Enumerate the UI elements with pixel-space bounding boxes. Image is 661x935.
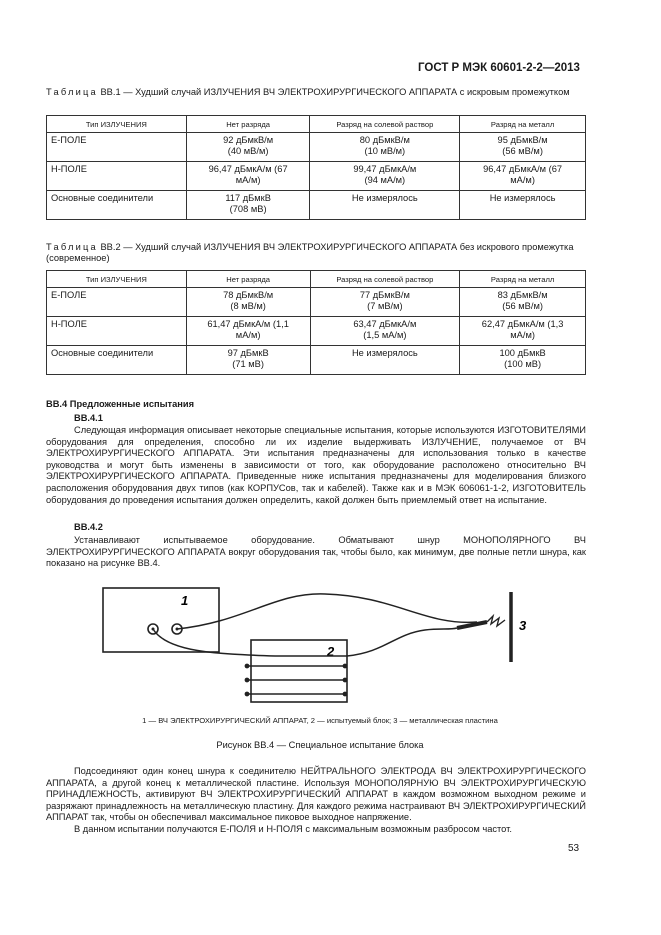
figure-legend: 1 — ВЧ ЭЛЕКТРОХИРУРГИЧЕСКИЙ АППАРАТ, 2 — испытуемый блок; 3 — металлическая пластина: [142, 716, 498, 725]
table2-header-cell: Разряд на металл: [460, 271, 586, 288]
table-row: [47, 162, 586, 191]
page-number: 53: [568, 843, 580, 854]
table-cell: 100 дБмкВ (100 мВ): [460, 346, 586, 375]
paragraph-4-2: Устанавливают испытываемое оборудование. Обматывают шнур МОНОПОЛЯРНОГО ВЧ ЭЛЕКТРОХИРУРГИЧЕСКОГО АППАРАТА вокруг оборудования так, чтобы было, как минимум, две полные петли шнура, как показано на рисунке ВВ.4.: [46, 535, 586, 569]
document-header: ГОСТ Р МЭК 60601-2-2—2013: [418, 62, 580, 74]
electrosurgical-unit-box: [103, 588, 219, 652]
table-cell: 117 дБмкВ (708 мВ): [186, 191, 310, 220]
cord-to-accessory: [347, 628, 457, 656]
table-cell: Н-ПОЛЕ: [47, 317, 187, 346]
section-title: ВВ.4 Предложенные испытания: [46, 399, 195, 409]
table2-caption: [46, 242, 586, 264]
table2-body: [47, 288, 586, 375]
table-cell: 99,47 дБмкА/м (94 мА/м): [310, 162, 460, 191]
figure-label-2: 2: [327, 644, 335, 659]
cord-clip-icon: [343, 664, 348, 669]
table-cell: 96,47 дБмкА/м (67 мА/м): [186, 162, 310, 191]
cord-to-plate: [177, 594, 477, 629]
subsection-4-1: ВВ.4.1: [74, 413, 103, 423]
table1-caption: [46, 87, 586, 98]
table2-label: Таблица: [46, 242, 98, 252]
table2: [46, 270, 586, 375]
table-cell: 80 дБмкВ/м (10 мВ/м): [310, 133, 460, 162]
table-cell: Н-ПОЛЕ: [47, 162, 187, 191]
spark-icon: [487, 616, 505, 626]
table1-header-cell: Тип ИЗЛУЧЕНИЯ: [47, 116, 187, 133]
table-row: [47, 317, 586, 346]
figure-label-1: 1: [181, 593, 189, 608]
subsection-4-2: ВВ.4.2: [74, 522, 103, 532]
table-cell: Е-ПОЛЕ: [47, 288, 187, 317]
table-cell: 96,47 дБмкА/м (67 мА/м): [460, 162, 586, 191]
table-cell: 63,47 дБмкА/м (1,5 мА/м): [310, 317, 460, 346]
table2-header-cell: Тип ИЗЛУЧЕНИЯ: [47, 271, 187, 288]
table-cell: 77 дБмкВ/м (7 мВ/м): [310, 288, 460, 317]
paragraph-result: В данном испытании получаются Е-ПОЛЯ и Н-ПОЛЯ с максимальным возможным разбросом частот.: [74, 824, 512, 834]
figure-title: Рисунок ВВ.4 — Специальное испытание блока: [216, 740, 424, 750]
table1-body: [47, 133, 586, 220]
paragraph-connection: Подсоединяют один конец шнура к соединителю НЕЙТРАЛЬНОГО ЭЛЕКТРОДА ВЧ ЭЛЕКТРОХИРУРГИЧЕСКОГО АППАРАТА, а другой конец к металлической пластине. Используя МОНОПОЛЯРНУЮ ВЧ ЭЛЕКТРОХИРУРГИЧЕСКУЮ ПРИНАДЛЕЖНОСТЬ, активируют ВЧ ЭЛЕКТРОХИРУРГИЧЕСКИЙ АППАРАТ в каждом возможном выходном режиме и разряжают принадлежность на металлическую пластину. Для каждого режима настраивают ВЧ ЭЛЕКТРОХИРУРГИЧЕСКИЙ АППАРАТ так, чтобы он обеспечивал максимальное пиковое выходное напряжение.: [46, 766, 586, 823]
table-cell: 95 дБмкВ/м (56 мВ/м): [460, 133, 586, 162]
table1: [46, 115, 586, 220]
table2-header-cell: Нет разряда: [186, 271, 310, 288]
table1-header-cell: Разряд на солевой раствор: [310, 116, 460, 133]
table-cell: 83 дБмкВ/м (56 мВ/м): [460, 288, 586, 317]
table1-header-cell: Разряд на металл: [460, 116, 586, 133]
table1-header-cell: Нет разряда: [186, 116, 310, 133]
paragraph-4-1: Следующая информация описывает некоторые специальные испытания, которые используются ИЗГОТОВИТЕЛЯМИ оборудования для определения, способно ли их изделие выдерживать ИЗЛУЧЕНИЕ, получаемое от ВЧ ЭЛЕКТРОХИРУРГИЧЕСКОГО АППАРАТА. Эти испытания предназначены для использования только в качестве руководства и могут быть изменены в зависимости от того, как оборудование расположено относительно ВЧ ЭЛЕКТРОХИРУРГИЧЕСКОГО АППАРАТА. Приведенные ниже испытания предназначены для моделирования близкого расположения оборудования двух типов (как КОРПУСов, так и кабелей). Также как и в МЭК 606061-1-2, ИЗГОТОВИТЕЛЬ оборудования до проведения испытания должен определить, какой должен быть приемлемый ответ на испытание.: [46, 425, 586, 505]
table1-label: Таблица: [46, 87, 98, 97]
table1-header-row: [47, 116, 586, 133]
table2-caption-text: ВВ.2 — Худший случай ИЗЛУЧЕНИЯ ВЧ ЭЛЕКТРОХИРУРГИЧЕСКОГО АППАРАТА без искрового промежутка (современное): [46, 242, 574, 263]
table-row: [47, 346, 586, 375]
table-cell: Не измерялось: [460, 191, 586, 220]
table-row: [47, 133, 586, 162]
table-cell: Не измерялось: [310, 346, 460, 375]
cord-clip-icon: [245, 664, 250, 669]
figure-bb4-diagram: [95, 582, 545, 710]
table-cell: 62,47 дБмкА/м (1,3 мА/м): [460, 317, 586, 346]
table-cell: Е-ПОЛЕ: [47, 133, 187, 162]
table1-caption-text: ВВ.1 — Худший случай ИЗЛУЧЕНИЯ ВЧ ЭЛЕКТРОХИРУРГИЧЕСКОГО АППАРАТА с искровым промежутком: [100, 87, 570, 97]
table-row: [47, 191, 586, 220]
table2-header-cell: Разряд на солевой раствор: [310, 271, 460, 288]
table-row: [47, 288, 586, 317]
table-cell: Основные соединители: [47, 191, 187, 220]
table-cell: 97 дБмкВ (71 мВ): [186, 346, 310, 375]
table-cell: Не измерялось: [310, 191, 460, 220]
cord-clip-icon: [245, 678, 250, 683]
cord-clip-icon: [343, 678, 348, 683]
table-cell: 78 дБмкВ/м (8 мВ/м): [186, 288, 310, 317]
table-cell: 61,47 дБмкА/м (1,1 мА/м): [186, 317, 310, 346]
figure-label-3: 3: [519, 618, 527, 633]
cord-clip-icon: [343, 692, 348, 697]
cord-clip-icon: [245, 692, 250, 697]
table-cell: Основные соединители: [47, 346, 187, 375]
table-cell: 92 дБмкВ/м (40 мВ/м): [186, 133, 310, 162]
table2-header-row: [47, 271, 586, 288]
